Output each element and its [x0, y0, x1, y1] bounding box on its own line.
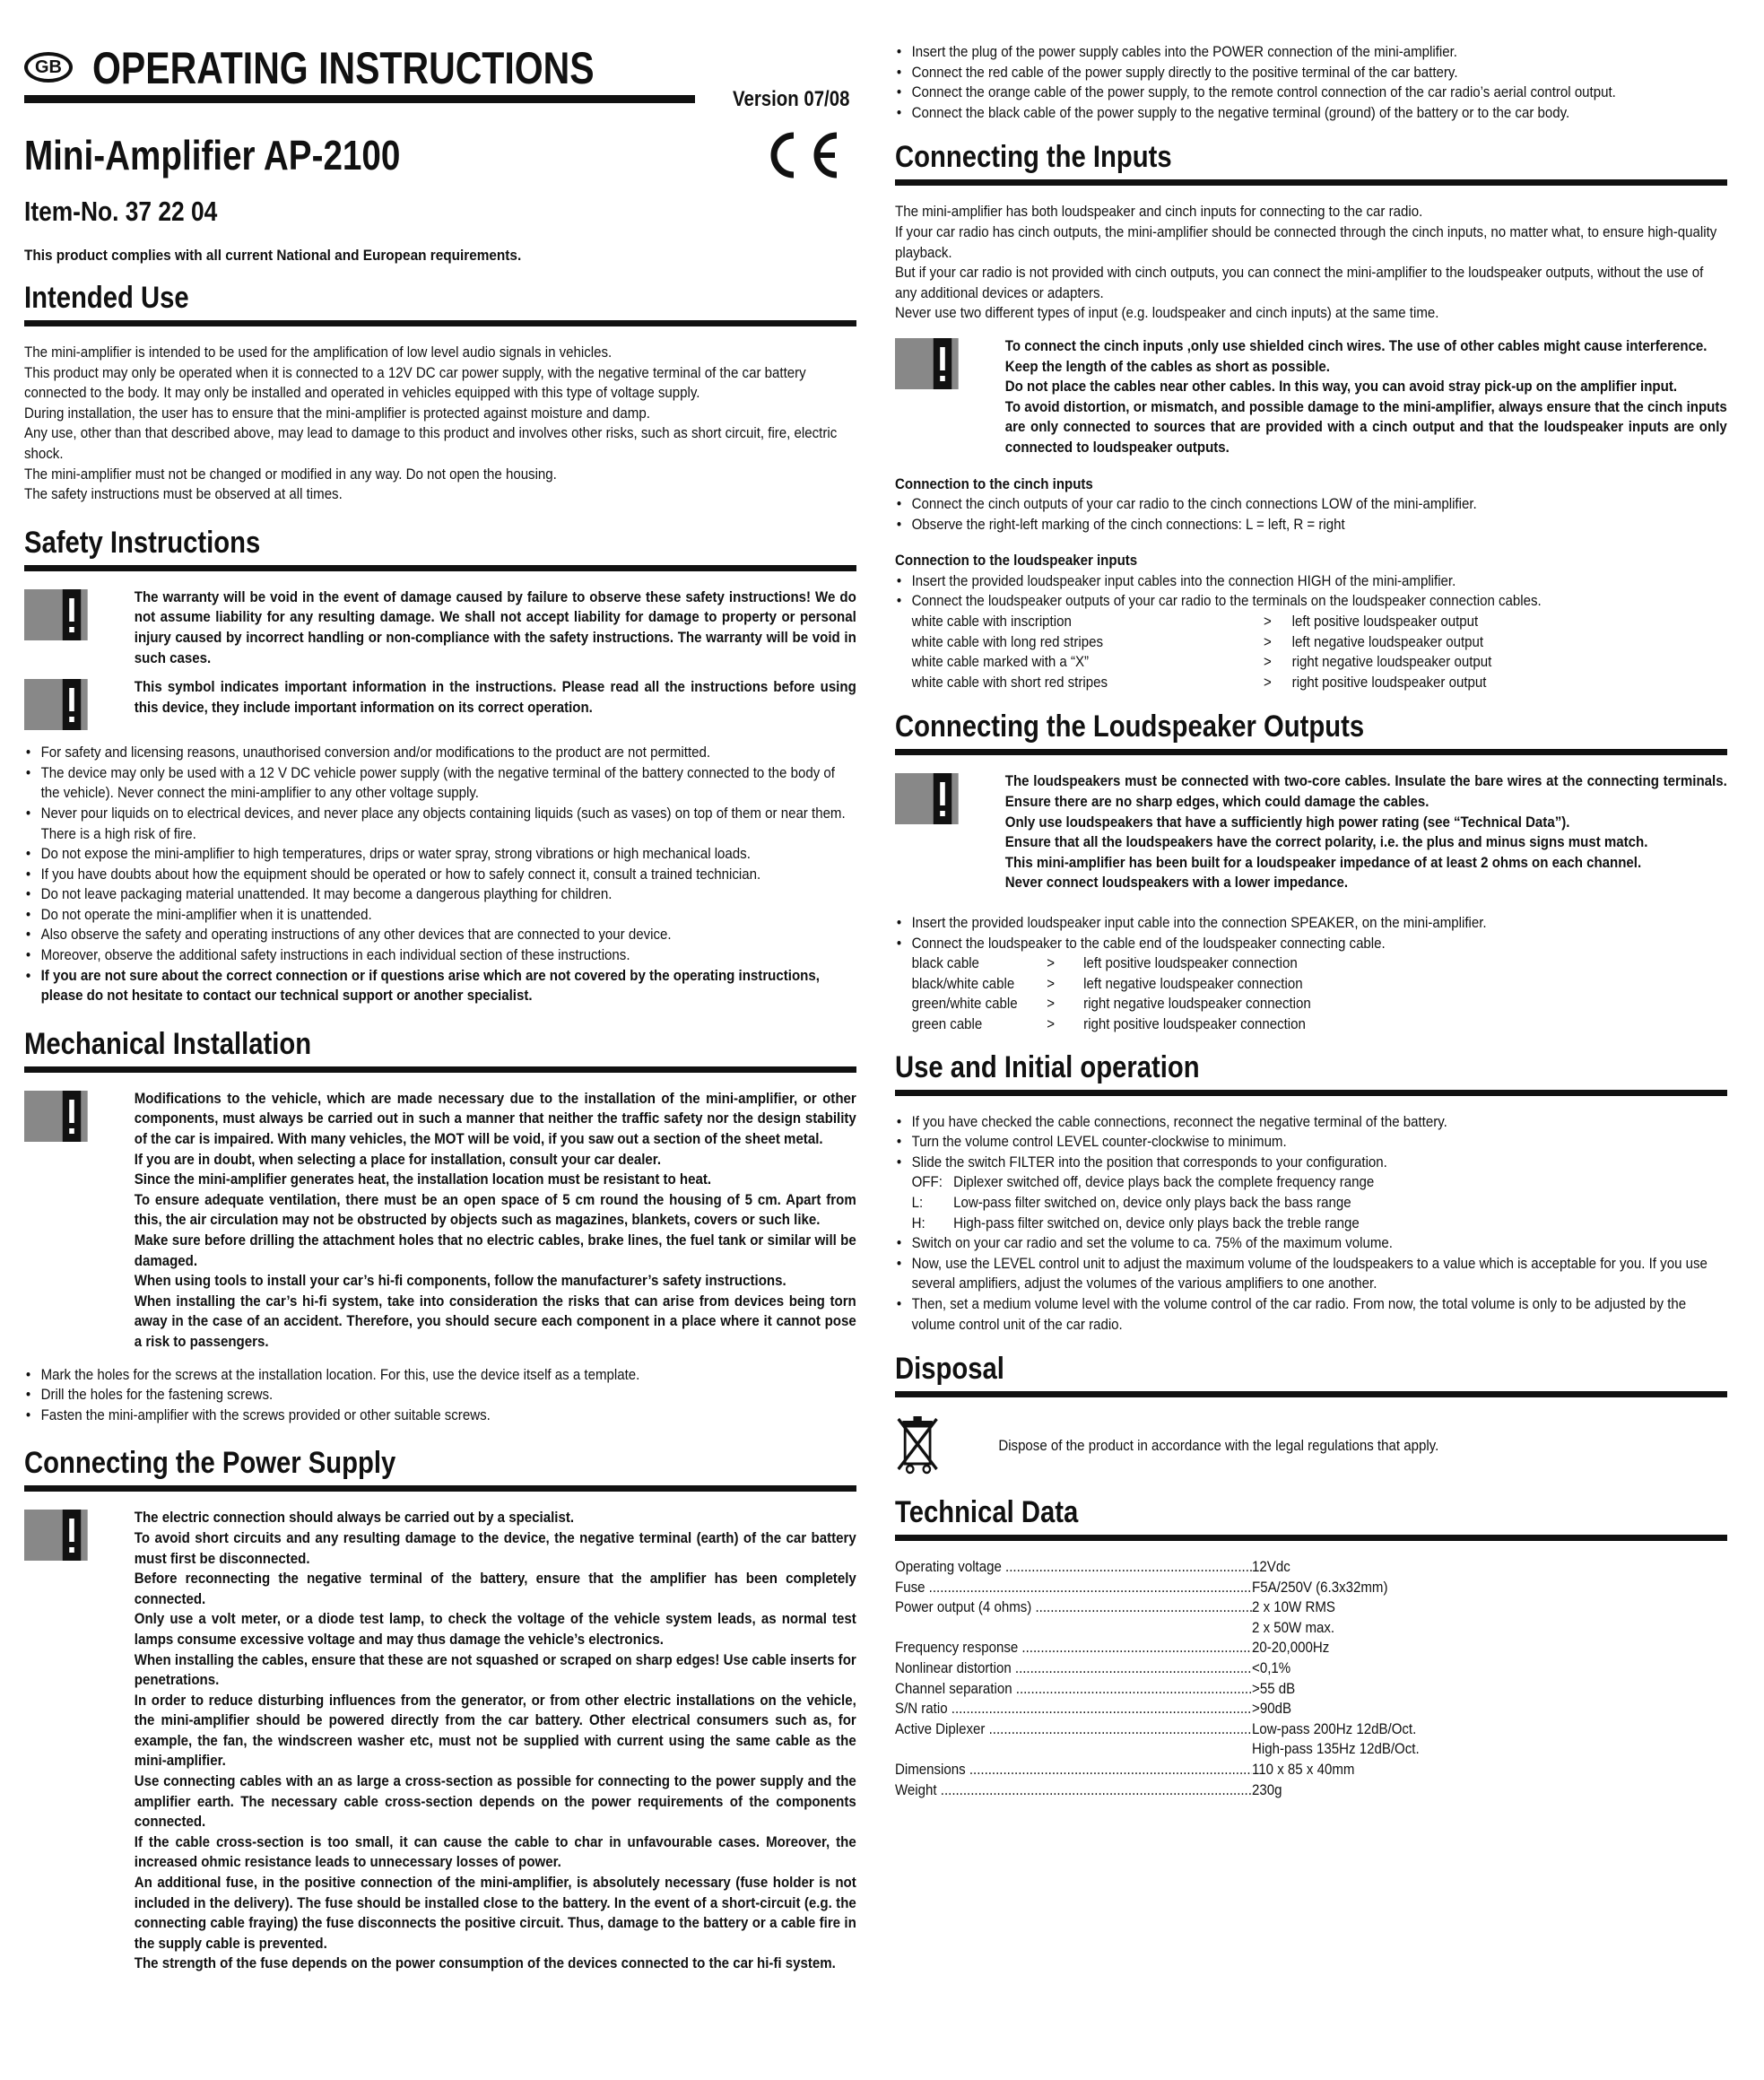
arrow-cell: >: [1047, 1015, 1056, 1032]
spec-label: Channel separation .....: [895, 1679, 1252, 1700]
table-row: [895, 1699, 1727, 1719]
section-heading: Use and Initial operation: [895, 1049, 1200, 1084]
target-cell: right negative loudspeaker connection: [1083, 996, 1311, 1013]
cable-cell: white cable with long red stripes: [911, 633, 1103, 650]
list-item: • Observe the right-left marking of the cinch connections: L = left, R = right: [895, 515, 1727, 535]
spec-label-empty: [895, 1618, 1252, 1639]
target-cell: right positive loudspeaker connection: [1083, 1015, 1306, 1032]
list-item: • Mark the holes for the screws at the installation location. For this, use the device itself as a template.: [24, 1365, 856, 1386]
inputs-section: [895, 139, 1727, 692]
warning-block: [24, 1508, 856, 1974]
disposal-section: [895, 1351, 1727, 1478]
section-heading: Intended Use: [24, 281, 189, 315]
list-item: • Turn the volume control LEVEL counter-clockwise to minimum.: [895, 1132, 1727, 1153]
cable-cell: green/white cable: [911, 996, 1018, 1013]
filter-text: High-pass filter switched on, device only plays back the treble range: [953, 1214, 1360, 1231]
filter-row: [912, 1193, 1727, 1214]
section-rule: [24, 565, 856, 571]
spec-value: >90dB: [1252, 1701, 1291, 1718]
paragraph: The mini-amplifier has both loudspeaker and cinch inputs for connecting to the car radio.: [895, 204, 1423, 221]
subheading: Connection to the cinch inputs: [895, 475, 1093, 492]
technical-table: [895, 1557, 1727, 1800]
table-row: [912, 673, 1727, 693]
warning-block: [24, 677, 856, 730]
list-item: • Fasten the mini-amplifier with the screws provided or other suitable screws.: [24, 1406, 856, 1426]
table-row: [895, 1719, 1727, 1740]
warning-text: [135, 1089, 856, 1353]
operation-section: [895, 1049, 1727, 1336]
paragraph: The mini-amplifier must not be changed or modified in any way. Do not open the housing.: [24, 466, 557, 483]
table-row: [895, 1679, 1727, 1700]
loudspeaker-input-list: [895, 571, 1727, 612]
cable-cell: white cable with inscription: [911, 614, 1072, 631]
list-item: • Connect the black cable of the power supply to the negative terminal (ground) of the battery or to the car body.: [895, 103, 1727, 124]
list-item: • Do not expose the mini-amplifier to high temperatures, drips or water spray, strong vibrations or high mechanical loads.: [24, 844, 856, 865]
list-item: • Do not leave packaging material unattended. It may become a dangerous plaything for children.: [24, 884, 856, 905]
list-item: • Never pour liquids on to electrical devices, and never place any objects containing liquids (such as vases) on top of them or near them. There is a high risk of fire.: [24, 804, 856, 844]
title-underline: [24, 95, 695, 103]
warning-line: Use connecting cables with an as large a cross-section as possible for connecting to the power supply and the amplifier earth. The necessary cable cross-section depends on the power requirements of the components connected.: [134, 1773, 856, 1831]
list-item: • If you have checked the cable connections, reconnect the negative terminal of the battery.: [895, 1112, 1727, 1133]
table-row: [895, 1618, 1727, 1639]
spec-value: F5A/250V (6.3x32mm): [1252, 1579, 1388, 1596]
paragraph: This product may only be operated when it is connected to a 12V DC car power supply, with the negative terminal of the car battery connected to the body. It may only be installed and operated in vehicles equipped with this type of voltage supply.: [24, 364, 806, 402]
paragraph: Any use, other than that described above, may lead to damage to this product and involves other risks, such as short circuit, fire, electric shock.: [24, 425, 838, 462]
compliance-note: This product complies with all current National and European requirements.: [24, 248, 522, 264]
spec-value: <0,1%: [1252, 1660, 1291, 1677]
section-heading: Technical Data: [895, 1495, 1079, 1530]
intended-use-section: [24, 280, 856, 505]
ce-mark-icon: [758, 128, 844, 182]
section-rule: [895, 1090, 1727, 1096]
table-row: [895, 1760, 1727, 1780]
warning-line: This mini-amplifier has been built for a loudspeaker impedance of at least 2 ohms on each channel.: [1004, 854, 1642, 871]
warning-text: This symbol indicates important information in the instructions. Please read all the instructions before using this device, they include important information on its correct operation.: [134, 679, 856, 716]
warning-text: [1005, 771, 1727, 893]
spec-value: >55 dB: [1252, 1680, 1296, 1697]
section-rule: [24, 320, 856, 326]
list-item: • If you have doubts about how the equipment should be operated or how to safely connect it, consult a trained technician.: [24, 865, 856, 885]
section-heading: Mechanical Installation: [24, 1026, 312, 1061]
section-heading: Connecting the Inputs: [895, 140, 1172, 175]
list-item: • Drill the holes for the fastening screws.: [24, 1385, 856, 1406]
spec-value: 2 x 10W RMS: [1252, 1599, 1335, 1616]
outputs-section: [895, 709, 1727, 1034]
paragraph: The safety instructions must be observed at all times.: [24, 486, 343, 503]
filter-key: L:: [911, 1194, 924, 1211]
target-cell: right negative loudspeaker output: [1291, 654, 1492, 671]
list-item: • For safety and licensing reasons, unauthorised conversion and/or modifications to the product are not permitted.: [24, 743, 856, 763]
list-item: • Connect the red cable of the power supply directly to the positive terminal of the car battery.: [895, 63, 1727, 83]
spec-value: Low-pass 200Hz 12dB/Oct.: [1252, 1720, 1417, 1737]
spec-value: 110 x 85 x 40mm: [1252, 1762, 1355, 1779]
mechanical-list: [24, 1365, 856, 1426]
cable-cell: white cable marked with a “X”: [911, 654, 1090, 671]
warning-line: The strength of the fuse depends on the power consumption of the devices connected to the car hi-fi system.: [134, 1955, 836, 1972]
spec-label: Dimensions .....: [895, 1760, 1252, 1780]
spec-label: Weight .....: [895, 1780, 1252, 1801]
technical-section: [895, 1494, 1727, 1800]
power-list: [895, 42, 1727, 123]
table-row: [912, 612, 1727, 632]
warning-line: When installing the car’s hi-fi system, take into consideration the risks that can arise from devices being torn away in the case of an accident. Therefore, you should secure each component in a place where it cannot pose a risk to passengers.: [134, 1292, 856, 1350]
warning-text: The warranty will be void in the event of damage caused by failure to observe these safety instructions! We do not assume liability for any resulting damage. We shall not accept liability for damage to property or personal injury caused by incorrect handling or non-compliance with the safety instructions. The warranty will be void in such cases.: [134, 588, 856, 666]
safety-list: [24, 743, 856, 1006]
table-row: [895, 1780, 1727, 1801]
left-column: [24, 0, 856, 1974]
page-title: OPERATING INSTRUCTIONS: [92, 43, 595, 93]
warning-text: [135, 1508, 856, 1974]
table-row: [895, 1578, 1727, 1598]
table-row: [912, 632, 1727, 653]
paragraph: But if your car radio is not provided with cinch outputs, you can connect the mini-amplifier to the loudspeaker outputs, without the use of any additional devices or adapters.: [895, 265, 1704, 301]
section-rule: [24, 1485, 856, 1492]
safety-section: [24, 525, 856, 1006]
spec-label: Frequency response .....: [895, 1638, 1252, 1658]
target-cell: right positive loudspeaker output: [1291, 674, 1487, 691]
warning-block: [24, 587, 856, 668]
warning-text: [1005, 336, 1727, 458]
target-cell: left positive loudspeaker connection: [1083, 955, 1298, 972]
warning-line: Before reconnecting the negative terminal of the battery, ensure that the amplifier has been completely connected.: [134, 1571, 856, 1607]
warning-line: To ensure adequate ventilation, there must be an open space of 5 cm round the housing of 5 cm. Apart from this, the air circulation may not be obstructed by objects such as magazines, blankets, covers or such like.: [134, 1191, 856, 1229]
language-badge: [24, 52, 73, 83]
cable-cell: black/white cable: [911, 975, 1015, 992]
spec-label: S/N ratio .....: [895, 1699, 1252, 1719]
spec-value: 2 x 50W max.: [1252, 1619, 1335, 1636]
arrow-cell: >: [1264, 654, 1272, 671]
table-row: [912, 994, 1727, 1014]
warning-line: Ensure that all the loudspeakers have the correct polarity, i.e. the plus and minus signs must match.: [1004, 834, 1648, 851]
warning-icon: [24, 1091, 88, 1142]
mechanical-section: [24, 1026, 856, 1426]
disposal-text: Dispose of the product in accordance with the legal regulations that apply.: [998, 1437, 1439, 1454]
cable-cell: white cable with short red stripes: [911, 674, 1108, 691]
table-row: [895, 1638, 1727, 1658]
table-row: [895, 1658, 1727, 1679]
warning-line: If the cable cross-section is too small, it can cause the cable to char in unfavourable cases. Moreover, the increased ohmic resistance leads to unnecessary losses of power.: [134, 1833, 856, 1871]
spec-label: Active Diplexer .....: [895, 1719, 1252, 1740]
warning-line: Never connect loudspeakers with a lower impedance.: [1004, 875, 1349, 892]
warning-icon: [24, 589, 88, 640]
list-item: • The device may only be used with a 12 V DC vehicle power supply (with the negative terminal of the battery connected to the body of the vehicle). Never connect the mini-amplifier to any other voltage supply.: [24, 763, 856, 804]
spec-label: Fuse .....: [895, 1578, 1252, 1598]
power-section: [24, 1445, 856, 1974]
list-item: • Moreover, observe the additional safety instructions in each individual section of these instructions.: [24, 945, 856, 966]
filter-key: H:: [911, 1214, 925, 1231]
warning-line: To connect the cinch inputs ,only use shielded cinch wires. The use of other cables might cause interference.: [1004, 337, 1708, 354]
document-header: [24, 0, 856, 269]
section-heading: Safety Instructions: [24, 525, 261, 560]
spec-value: 12Vdc: [1252, 1559, 1290, 1576]
arrow-cell: >: [1047, 955, 1056, 972]
spec-label: Power output (4 ohms) .....: [895, 1597, 1252, 1618]
table-row: [895, 1597, 1727, 1618]
intended-use-body: [24, 343, 856, 505]
warning-block: [24, 1089, 856, 1353]
table-row: [895, 1557, 1727, 1578]
arrow-cell: >: [1264, 674, 1272, 691]
section-rule: [895, 1535, 1727, 1541]
warning-line: In order to reduce disturbing influences from the generator, or from other electric installations on the vehicle, the mini-amplifier should be powered directly from the car battery. Other electrical consumers such as, for example, the fan, the windscreen washer etc, must not be supplied with current using the same cable as the mini-amplifier.: [134, 1692, 856, 1770]
list-item: • Insert the plug of the power supply cables into the POWER connection of the mini-amplifier.: [895, 42, 1727, 63]
filter-text: Diplexer switched off, device plays back the complete frequency range: [953, 1174, 1375, 1191]
arrow-cell: >: [1047, 975, 1056, 992]
warning-icon: [24, 679, 88, 730]
spec-label: Operating voltage .....: [895, 1557, 1252, 1578]
warning-line: Make sure before drilling the attachment holes that no electric cables, brake lines, the fuel tank or similar will be damaged.: [134, 1232, 856, 1269]
spec-value: High-pass 135Hz 12dB/Oct.: [1252, 1741, 1420, 1758]
warning-line: If you are in doubt, when selecting a place for installation, consult your car dealer.: [134, 1151, 662, 1168]
version-label: Version 07/08: [733, 87, 850, 111]
right-column: [895, 42, 1727, 1800]
warning-block: [895, 336, 1727, 458]
operation-list: [895, 1112, 1727, 1336]
cinch-list: [895, 494, 1727, 535]
list-item-important: • If you are not sure about the correct connection or if questions arise which are not covered by the operating instructions, please do not hesitate to contact our technical support or another specialist.: [24, 966, 856, 1006]
paragraph: If your car radio has cinch outputs, the mini-amplifier should be connected through the cinch inputs, no matter what, to ensure high-quality playback.: [895, 223, 1717, 261]
warning-line: Only use loudspeakers that have a sufficiently high power rating (see “Technical Data”).: [1004, 814, 1570, 831]
subheading: Connection to the loudspeaker inputs: [895, 553, 1138, 570]
warning-block: [895, 771, 1727, 893]
list-item: • Switch on your car radio and set the volume to ca. 75% of the maximum volume.: [895, 1233, 1727, 1254]
warning-icon: [895, 773, 959, 824]
section-rule: [24, 1066, 856, 1073]
product-name: Mini-Amplifier AP-2100: [24, 132, 401, 178]
arrow-cell: >: [1264, 614, 1272, 631]
section-rule: [895, 749, 1727, 755]
warning-line: The loudspeakers must be connected with two-core cables. Insulate the bare wires at the connecting terminals. Ensure there are no sharp edges, which could damage the cables.: [1004, 773, 1727, 811]
warning-line: To avoid distortion, or mismatch, and possible damage to the mini-amplifier, always ensure that the cinch inputs are only connected to sources that are provided with a cinch output and that the loudspeaker inputs are only connected to loudspeaker outputs.: [1004, 398, 1727, 456]
table-row: [912, 1014, 1727, 1035]
list-item: • Insert the provided loudspeaker input cable into the connection SPEAKER, on the mini-amplifier.: [895, 913, 1727, 934]
warning-icon: [895, 338, 959, 389]
filter-key: OFF:: [911, 1174, 943, 1191]
list-item: • Insert the provided loudspeaker input cables into the connection HIGH of the mini-amplifier.: [895, 571, 1727, 592]
table-row: [912, 652, 1727, 673]
section-rule: [895, 1391, 1727, 1397]
filter-text: Low-pass filter switched on, device only plays back the bass range: [953, 1194, 1351, 1211]
warning-line: When using tools to install your car’s hi-fi components, follow the manufacturer’s safety instructions.: [134, 1273, 786, 1290]
section-rule: [895, 179, 1727, 186]
paragraph: The mini-amplifier is intended to be used for the amplification of low level audio signals in vehicles.: [24, 344, 613, 361]
list-item: • Connect the cinch outputs of your car radio to the cinch connections LOW of the mini-amplifier.: [895, 494, 1727, 515]
loudspeaker-output-table: [895, 953, 1727, 1034]
list-item: • Also observe the safety and operating instructions of any other devices that are connected to your device.: [24, 925, 856, 945]
list-item: • Do not operate the mini-amplifier when it is unattended.: [24, 905, 856, 926]
item-number: Item-No. 37 22 04: [24, 196, 218, 227]
warning-line: Since the mini-amplifier generates heat, the installation location must be resistant to heat.: [134, 1171, 712, 1188]
target-cell: left negative loudspeaker connection: [1083, 975, 1303, 992]
list-item: • Connect the loudspeaker outputs of your car radio to the terminals on the loudspeaker connection cables.: [895, 591, 1727, 612]
target-cell: left positive loudspeaker output: [1291, 614, 1479, 631]
warning-line: Modifications to the vehicle, which are made necessary due to the installation of the mini-amplifier, or other components, must always be carried out in such a manner that neither the traffic safety nor the design stability of the car is impaired. With many vehicles, the MOT will be void, if you saw out a section of the sheet metal.: [134, 1090, 856, 1148]
section-heading: Disposal: [895, 1352, 1004, 1387]
warning-line: The electric connection should always be carried out by a specialist.: [134, 1510, 575, 1527]
section-heading: Connecting the Power Supply: [24, 1446, 396, 1481]
spec-value: 230g: [1252, 1781, 1282, 1798]
warning-line: Only use a volt meter, or a diode test lamp, to check the voltage of the vehicle system leads, as normal test lamps consume excessive voltage and may thus damage the vehicle’s electronics.: [134, 1611, 856, 1648]
table-row: [895, 1739, 1727, 1760]
filter-row: [912, 1172, 1727, 1193]
outputs-list: [895, 913, 1727, 953]
warning-line: To avoid short circuits and any resulting damage to the device, the negative terminal (earth) of the car battery must first be disconnected.: [134, 1529, 856, 1567]
list-item-text: • Slide the switch FILTER into the position that corresponds to your configuration.: [911, 1153, 1387, 1171]
paragraph: During installation, the user has to ensure that the mini-amplifier is protected against moisture and damp.: [24, 405, 650, 422]
section-heading: Connecting the Loudspeaker Outputs: [895, 709, 1365, 744]
list-item: [895, 1153, 1727, 1233]
ce-mark: [758, 128, 844, 182]
warning-line: Do not place the cables near other cables. In this way, you can avoid stray pick-up on the amplifier input.: [1004, 379, 1678, 396]
table-row: [912, 974, 1727, 995]
arrow-cell: >: [1047, 996, 1056, 1013]
list-item: • Connect the orange cable of the power supply, to the remote control connection of the car radio’s aerial control output.: [895, 83, 1727, 103]
spec-label-empty: [895, 1739, 1252, 1760]
cable-cell: green cable: [911, 1015, 983, 1032]
warning-icon: [24, 1510, 88, 1561]
list-item: • Now, use the LEVEL control unit to adjust the maximum volume of the loudspeakers to a value which is acceptable for you. If you use several amplifiers, adjust the volumes of the various amplifiers to one another.: [895, 1254, 1727, 1294]
crossed-bin-icon: [895, 1414, 942, 1478]
spec-label: Nonlinear distortion .....: [895, 1658, 1252, 1679]
paragraph: Never use two different types of input (e.g. loudspeaker and cinch inputs) at the same time.: [895, 305, 1439, 322]
cable-cell: black cable: [911, 955, 979, 972]
warning-line: Keep the length of the cables as short as possible.: [1004, 358, 1330, 375]
warning-line: When installing the cables, ensure that these are not squashed or scraped on sharp edges! Use cable inserts for penetrations.: [134, 1651, 856, 1689]
target-cell: left negative loudspeaker output: [1291, 633, 1484, 650]
list-item: • Connect the loudspeaker to the cable end of the loudspeaker connecting cable.: [895, 934, 1727, 954]
table-row: [912, 953, 1727, 974]
list-item: • Then, set a medium volume level with the volume control of the car radio. From now, the total volume is only to be adjusted by the volume control unit of the car radio.: [895, 1294, 1727, 1335]
language-badge-label: GB: [35, 57, 62, 77]
loudspeaker-input-table: [895, 612, 1727, 692]
spec-value: 20-20,000Hz: [1252, 1640, 1330, 1657]
filter-row: [912, 1214, 1727, 1234]
arrow-cell: >: [1264, 633, 1272, 650]
warning-line: An additional fuse, in the positive connection of the mini-amplifier, is absolutely necessary (fuse holder is not included in the delivery). The fuse should be installed close to the battery. In the event of a short-circuit (e.g. the connecting cable fraying) the fuse disconnects the positive circuit. Thus, damage to the battery or a cable fire in the supply cable is prevented.: [134, 1875, 856, 1952]
